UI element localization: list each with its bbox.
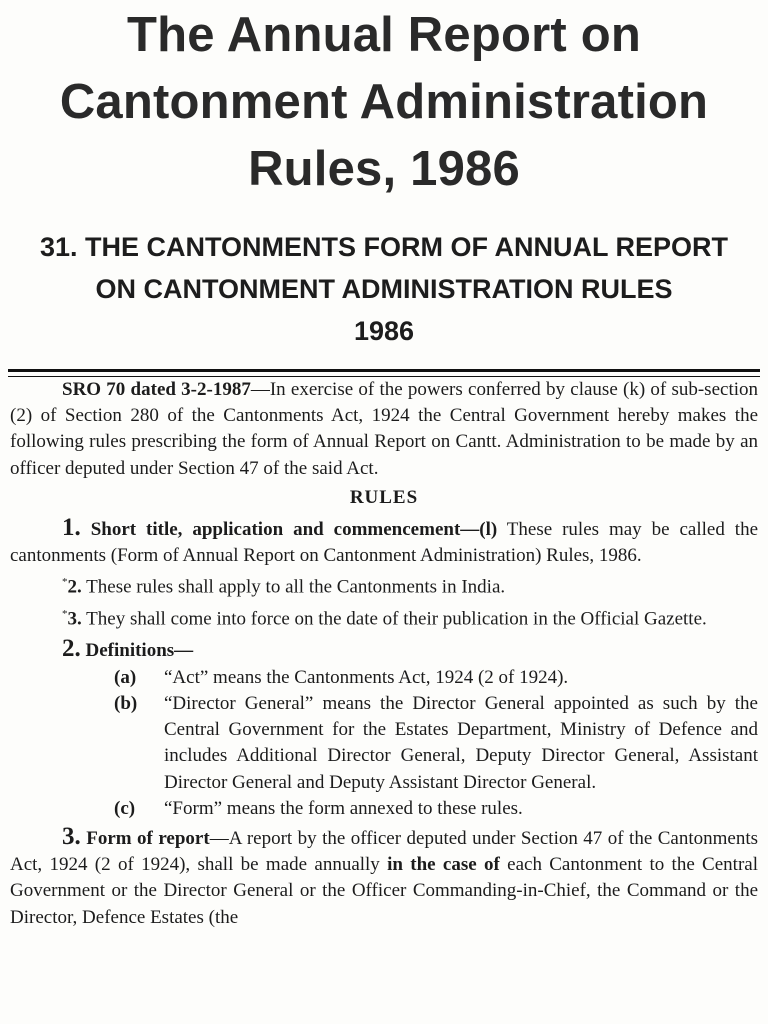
preamble-paragraph — [10, 377, 758, 482]
definition-label: (b) — [114, 692, 138, 714]
title-line-1: The Annual Report on — [127, 8, 641, 62]
definition-item — [114, 796, 758, 822]
rule-3-text-2: each Cantonment to the Central Government or the Director General or the Officer Commanding-in-Chief, the Command or the Director, Defence Estates (the — [10, 854, 758, 928]
divider-thick — [8, 369, 760, 372]
definition-label: (a) — [114, 666, 137, 688]
rule-1-number: 1. — [62, 514, 81, 542]
definition-item — [114, 691, 758, 796]
rule-1-paragraph — [10, 515, 758, 569]
definition-text: “Act” means the Cantonments Act, 1924 (2 of 1924). — [164, 666, 569, 688]
heading-line-1: 31. THE CANTONMENTS FORM OF ANNUAL REPORT — [39, 232, 729, 262]
heading-line-2: ON CANTONMENT ADMINISTRATION RULES — [95, 274, 673, 304]
rule-1-sub-2-text: These rules shall apply to all the Cantonments in India. — [81, 576, 506, 598]
rule-2-number: 2. — [62, 635, 81, 663]
rule-3-paragraph — [10, 824, 758, 931]
rule-2-paragraph — [10, 636, 758, 664]
sro-reference: SRO 70 dated 3-2-1987 — [62, 379, 251, 400]
rule-3-number: 3. — [62, 822, 81, 850]
rule-1-sub-2-mark: * — [62, 576, 68, 589]
title-line-2: Cantonment Administration — [59, 75, 709, 129]
rule-3-bold-text: in the case of — [387, 854, 500, 876]
rule-3-title: Form of report — [86, 827, 210, 849]
rule-1-sub-2-number: 2. — [67, 576, 82, 598]
definition-text: “Form” means the form annexed to these rules. — [164, 797, 523, 819]
rule-1-title: Short title, application and commencement—(l) — [90, 519, 498, 541]
rule-1-text: These rules may be called the cantonments (Form of Annual Report on Cantonment Administration) Rules, 1986. — [10, 519, 758, 567]
rule-1-sub-2 — [10, 569, 758, 601]
rule-1-sub-3-text: They shall come into force on the date of their publication in the Official Gazette. — [81, 608, 707, 630]
document-body — [10, 377, 758, 931]
heading-line-3: 1986 — [353, 316, 415, 346]
document-title — [0, 2, 768, 203]
rule-1-sub-3-mark: * — [62, 607, 68, 620]
rule-1-sub-3 — [10, 601, 758, 633]
rule-3-text-1: —A report by the officer deputed under Section 47 of the Cantonments Act, 1924 (2 of 1924), shall be made annually — [10, 827, 758, 876]
definition-item — [114, 665, 758, 691]
definition-text: “Director General” means the Director General appointed as such by the Central Government for the Estates Department, Ministry of Defence and includes Additional Director General, Deputy Director General, Assistant Director General and Deputy Assistant Director General. — [164, 692, 758, 793]
preamble-text: —In exercise of the powers conferred by clause (k) of sub-section (2) of Section 280 of the Cantonments Act, 1924 the Central Government hereby makes the following rules prescribing the form of Annual Report on Cantt. Administration to be made by an officer deputed under Section 47 of the said Act. — [10, 379, 758, 479]
title-line-3: Rules, 1986 — [248, 142, 520, 196]
rule-1-sub-3-number: 3. — [67, 608, 82, 630]
rules-heading — [0, 226, 768, 352]
definitions-list — [114, 665, 758, 822]
rules-label: RULES — [349, 486, 419, 508]
rule-2-title: Definitions— — [85, 640, 194, 662]
definition-label: (c) — [114, 797, 136, 819]
